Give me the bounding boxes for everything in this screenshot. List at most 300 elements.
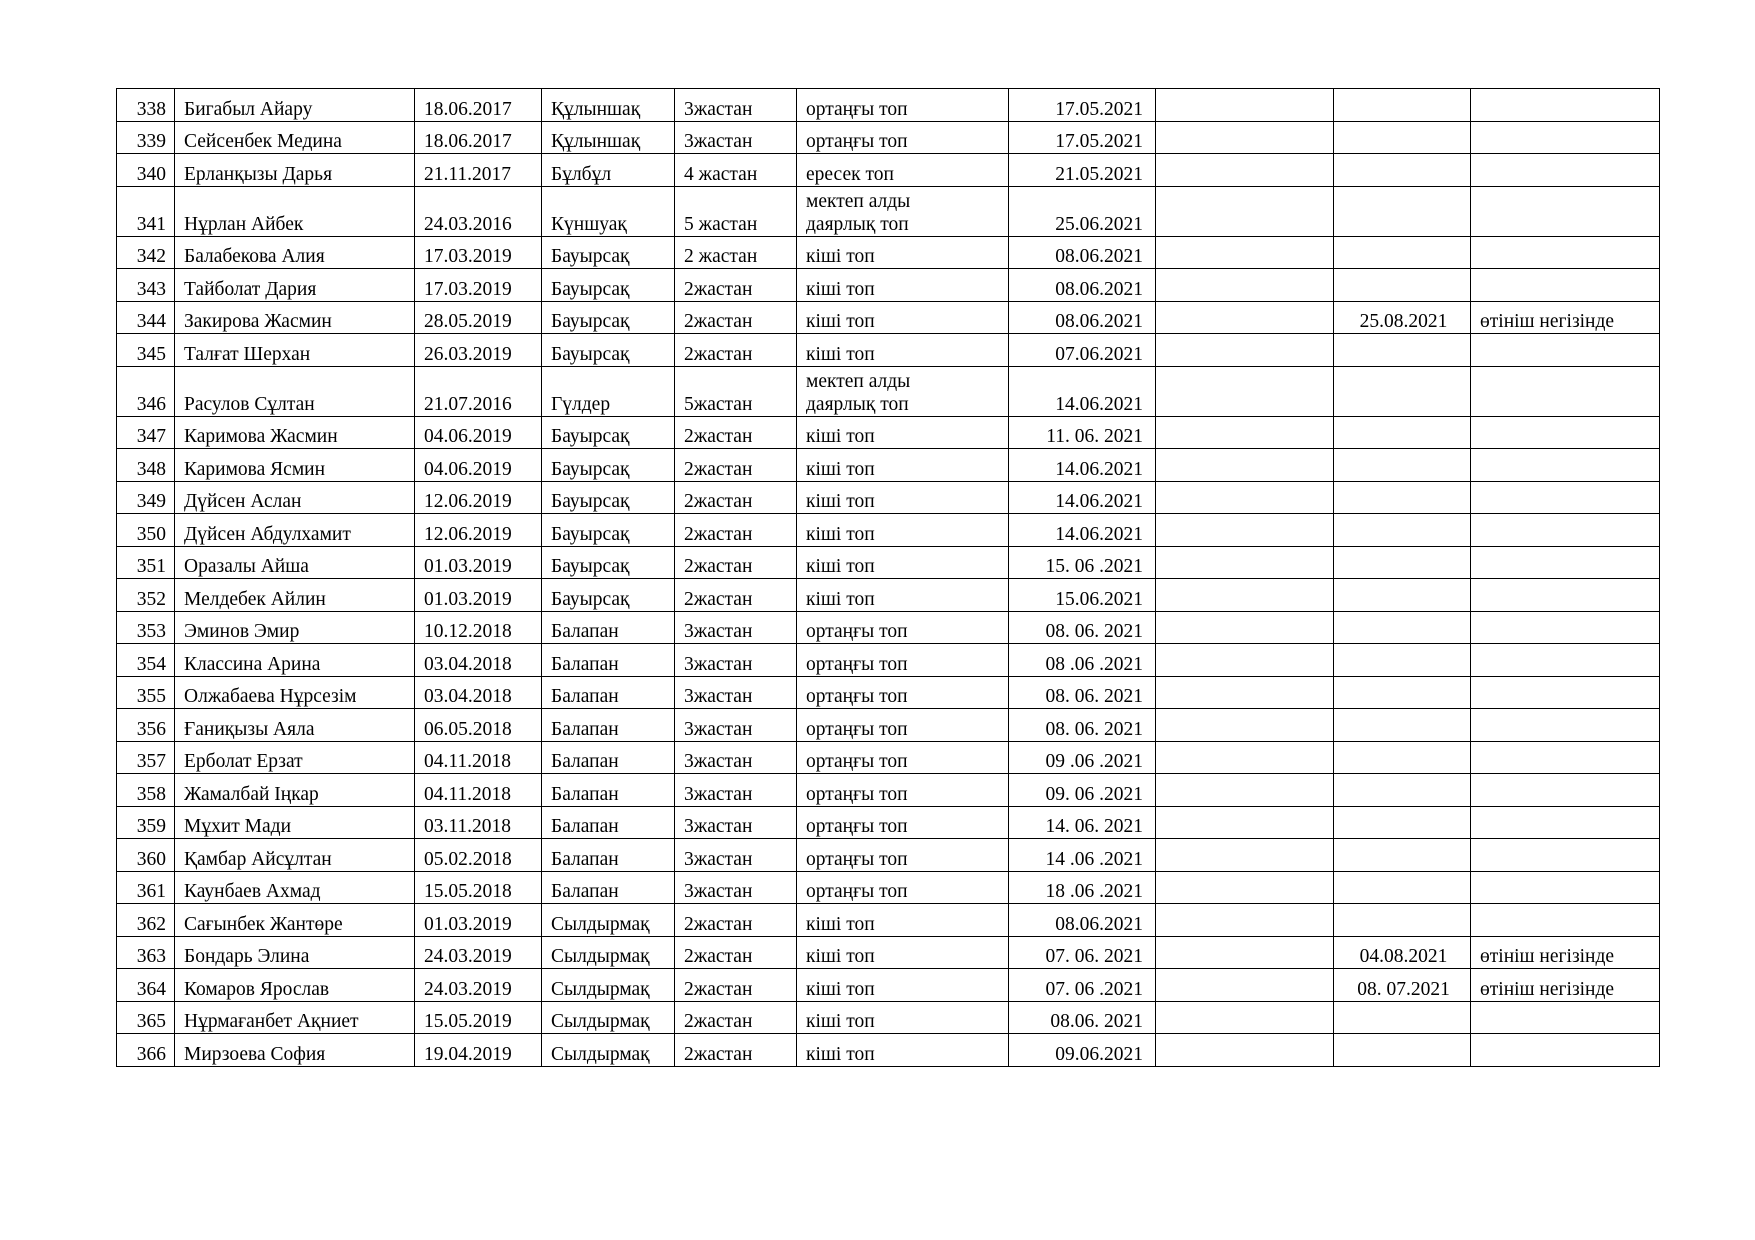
enrollment-date-cell: 25.06.2021 xyxy=(1009,186,1156,236)
leave-reason-cell xyxy=(1471,644,1660,677)
row-number-cell: 348 xyxy=(117,449,175,482)
group-line: кіші топ xyxy=(806,278,875,300)
birth-date-cell: 05.02.2018 xyxy=(415,839,542,872)
leave-date-cell xyxy=(1334,366,1471,416)
birth-date-cell: 26.03.2019 xyxy=(415,334,542,367)
enrollment-date-cell: 14.06.2021 xyxy=(1009,481,1156,514)
child-name-cell: Нұрмағанбет Ақниет xyxy=(175,1001,415,1034)
row-number-cell: 347 xyxy=(117,416,175,449)
child-name-cell: Жамалбай Іңкар xyxy=(175,774,415,807)
row-number-cell: 346 xyxy=(117,366,175,416)
table-row xyxy=(117,579,1660,612)
group-line: даярлық топ xyxy=(806,213,909,235)
leave-reason-cell xyxy=(1471,871,1660,904)
leave-reason-cell xyxy=(1471,121,1660,154)
age-group-cell: 3жастан xyxy=(675,741,797,774)
kindergarten-cell: Бауырсақ xyxy=(542,481,675,514)
empty-cell xyxy=(1156,334,1334,367)
birth-date-cell: 15.05.2018 xyxy=(415,871,542,904)
child-name-cell: Каунбаев Ахмад xyxy=(175,871,415,904)
enrollment-date-cell: 14 .06 .2021 xyxy=(1009,839,1156,872)
age-group-cell: 2 жастан xyxy=(675,236,797,269)
birth-date-cell: 10.12.2018 xyxy=(415,611,542,644)
row-number-cell: 342 xyxy=(117,236,175,269)
empty-cell xyxy=(1156,416,1334,449)
kindergarten-cell: Балапан xyxy=(542,839,675,872)
leave-date-cell xyxy=(1334,871,1471,904)
age-group-cell: 2жастан xyxy=(675,1001,797,1034)
age-group-cell: 2жастан xyxy=(675,334,797,367)
leave-reason-cell xyxy=(1471,366,1660,416)
empty-cell xyxy=(1156,481,1334,514)
group-cell xyxy=(797,644,1009,677)
row-number-cell: 349 xyxy=(117,481,175,514)
group-cell xyxy=(797,969,1009,1002)
table-row xyxy=(117,611,1660,644)
enrollment-date-cell: 09 .06 .2021 xyxy=(1009,741,1156,774)
age-group-cell: 3жастан xyxy=(675,871,797,904)
empty-cell xyxy=(1156,579,1334,612)
enrollment-date-cell: 07.06.2021 xyxy=(1009,334,1156,367)
row-number-cell: 359 xyxy=(117,806,175,839)
group-line: кіші топ xyxy=(806,458,875,480)
empty-cell xyxy=(1156,301,1334,334)
enrollment-date-cell: 07. 06 .2021 xyxy=(1009,969,1156,1002)
age-group-cell: 5 жастан xyxy=(675,186,797,236)
group-cell xyxy=(797,579,1009,612)
age-group-cell: 2жастан xyxy=(675,449,797,482)
table-row xyxy=(117,741,1660,774)
leave-reason-cell xyxy=(1471,904,1660,937)
birth-date-cell: 06.05.2018 xyxy=(415,709,542,742)
leave-date-cell xyxy=(1334,839,1471,872)
group-line: ортаңғы топ xyxy=(806,686,908,707)
table-row xyxy=(117,546,1660,579)
table-row xyxy=(117,154,1660,187)
leave-date-cell xyxy=(1334,154,1471,187)
leave-reason-cell xyxy=(1471,741,1660,774)
child-name-cell: Қамбар Айсұлтан xyxy=(175,839,415,872)
birth-date-cell: 12.06.2019 xyxy=(415,514,542,547)
leave-date-cell: 08. 07.2021 xyxy=(1334,969,1471,1002)
kindergarten-cell: Сылдырмақ xyxy=(542,904,675,937)
leave-reason-cell xyxy=(1471,1034,1660,1067)
group-line: кіші топ xyxy=(806,426,875,447)
group-line: ортаңғы топ xyxy=(806,816,908,837)
enrollment-date-cell: 08.06.2021 xyxy=(1009,236,1156,269)
leave-date-cell xyxy=(1334,579,1471,612)
group-line: ортаңғы топ xyxy=(806,881,908,902)
kindergarten-cell: Бауырсақ xyxy=(542,334,675,367)
empty-cell xyxy=(1156,236,1334,269)
table-row xyxy=(117,269,1660,302)
row-number-cell: 344 xyxy=(117,301,175,334)
group-cell xyxy=(797,416,1009,449)
group-cell xyxy=(797,546,1009,579)
enrollment-date-cell: 17.05.2021 xyxy=(1009,121,1156,154)
table-row xyxy=(117,806,1660,839)
enrollment-date-cell: 15.06.2021 xyxy=(1009,579,1156,612)
child-name-cell: Талғат Шерхан xyxy=(175,334,415,367)
enrollment-date-cell: 09.06.2021 xyxy=(1009,1034,1156,1067)
leave-date-cell xyxy=(1334,644,1471,677)
age-group-cell: 3жастан xyxy=(675,644,797,677)
group-cell xyxy=(797,806,1009,839)
age-group-cell: 2жастан xyxy=(675,969,797,1002)
kindergarten-cell: Бауырсақ xyxy=(542,546,675,579)
kindergarten-cell: Балапан xyxy=(542,741,675,774)
leave-date-cell xyxy=(1334,676,1471,709)
empty-cell xyxy=(1156,936,1334,969)
kindergarten-cell: Сылдырмақ xyxy=(542,936,675,969)
leave-date-cell xyxy=(1334,449,1471,482)
birth-date-cell: 03.04.2018 xyxy=(415,676,542,709)
enrollment-date-cell: 08.06. 2021 xyxy=(1009,1001,1156,1034)
group-line: кіші топ xyxy=(806,523,875,545)
age-group-cell: 2жастан xyxy=(675,301,797,334)
leave-date-cell xyxy=(1334,416,1471,449)
table-row xyxy=(117,514,1660,547)
empty-cell xyxy=(1156,676,1334,709)
birth-date-cell: 21.11.2017 xyxy=(415,154,542,187)
enrollment-date-cell: 08. 06. 2021 xyxy=(1009,676,1156,709)
age-group-cell: 2жастан xyxy=(675,579,797,612)
group-line: кіші топ xyxy=(806,946,875,967)
empty-cell xyxy=(1156,186,1334,236)
kindergarten-cell: Бауырсақ xyxy=(542,449,675,482)
row-number-cell: 345 xyxy=(117,334,175,367)
table-row xyxy=(117,366,1660,416)
group-line: мектеп алды xyxy=(806,190,911,212)
birth-date-cell: 24.03.2019 xyxy=(415,936,542,969)
age-group-cell: 2жастан xyxy=(675,481,797,514)
empty-cell xyxy=(1156,806,1334,839)
group-line: ортаңғы топ xyxy=(806,751,908,772)
table-row xyxy=(117,121,1660,154)
group-cell xyxy=(797,741,1009,774)
row-number-cell: 362 xyxy=(117,904,175,937)
group-cell xyxy=(797,481,1009,514)
empty-cell xyxy=(1156,269,1334,302)
group-line: ортаңғы топ xyxy=(806,621,908,642)
leave-reason-cell xyxy=(1471,334,1660,367)
leave-date-cell xyxy=(1334,774,1471,807)
child-name-cell: Оразалы Айша xyxy=(175,546,415,579)
row-number-cell: 355 xyxy=(117,676,175,709)
group-cell xyxy=(797,774,1009,807)
empty-cell xyxy=(1156,709,1334,742)
leave-reason-cell xyxy=(1471,514,1660,547)
leave-date-cell xyxy=(1334,481,1471,514)
leave-date-cell: 25.08.2021 xyxy=(1334,301,1471,334)
child-name-cell: Балабекова Алия xyxy=(175,236,415,269)
group-cell xyxy=(797,904,1009,937)
row-number-cell: 358 xyxy=(117,774,175,807)
kindergarten-cell: Құлыншақ xyxy=(542,89,675,122)
age-group-cell: 3жастан xyxy=(675,611,797,644)
child-name-cell: Эминов Эмир xyxy=(175,611,415,644)
table-row xyxy=(117,969,1660,1002)
enrollment-date-cell: 17.05.2021 xyxy=(1009,89,1156,122)
empty-cell xyxy=(1156,839,1334,872)
leave-reason-cell xyxy=(1471,89,1660,122)
group-cell xyxy=(797,514,1009,547)
empty-cell xyxy=(1156,774,1334,807)
group-cell xyxy=(797,366,1009,416)
row-number-cell: 340 xyxy=(117,154,175,187)
kindergarten-cell: Гүлдер xyxy=(542,366,675,416)
age-group-cell: 3жастан xyxy=(675,774,797,807)
enrollment-date-cell: 08.06.2021 xyxy=(1009,904,1156,937)
leave-reason-cell xyxy=(1471,709,1660,742)
empty-cell xyxy=(1156,1034,1334,1067)
empty-cell xyxy=(1156,611,1334,644)
table-row xyxy=(117,1034,1660,1067)
children-registry-table xyxy=(116,88,1660,1067)
enrollment-date-cell: 07. 06. 2021 xyxy=(1009,936,1156,969)
child-name-cell: Нұрлан Айбек xyxy=(175,186,415,236)
age-group-cell: 2жастан xyxy=(675,514,797,547)
row-number-cell: 354 xyxy=(117,644,175,677)
group-line: кіші топ xyxy=(806,588,875,610)
leave-reason-cell xyxy=(1471,236,1660,269)
group-line: ортаңғы топ xyxy=(806,653,908,675)
leave-date-cell xyxy=(1334,1034,1471,1067)
enrollment-date-cell: 18 .06 .2021 xyxy=(1009,871,1156,904)
row-number-cell: 363 xyxy=(117,936,175,969)
kindergarten-cell: Сылдырмақ xyxy=(542,1001,675,1034)
child-name-cell: Мирзоева София xyxy=(175,1034,415,1067)
enrollment-date-cell: 14.06.2021 xyxy=(1009,514,1156,547)
enrollment-date-cell: 14. 06. 2021 xyxy=(1009,806,1156,839)
group-line: кіші топ xyxy=(806,1043,875,1065)
group-cell xyxy=(797,676,1009,709)
row-number-cell: 339 xyxy=(117,121,175,154)
row-number-cell: 352 xyxy=(117,579,175,612)
kindergarten-cell: Бауырсақ xyxy=(542,236,675,269)
empty-cell xyxy=(1156,366,1334,416)
enrollment-date-cell: 08.06.2021 xyxy=(1009,269,1156,302)
table-row xyxy=(117,839,1660,872)
birth-date-cell: 03.04.2018 xyxy=(415,644,542,677)
child-name-cell: Комаров Ярослав xyxy=(175,969,415,1002)
leave-date-cell xyxy=(1334,121,1471,154)
birth-date-cell: 01.03.2019 xyxy=(415,546,542,579)
row-number-cell: 343 xyxy=(117,269,175,302)
birth-date-cell: 01.03.2019 xyxy=(415,579,542,612)
birth-date-cell: 04.11.2018 xyxy=(415,741,542,774)
birth-date-cell: 24.03.2016 xyxy=(415,186,542,236)
child-name-cell: Мелдебек Айлин xyxy=(175,579,415,612)
leave-reason-cell xyxy=(1471,676,1660,709)
table-row xyxy=(117,334,1660,367)
empty-cell xyxy=(1156,154,1334,187)
leave-date-cell xyxy=(1334,269,1471,302)
child-name-cell: Каримова Ясмин xyxy=(175,449,415,482)
child-name-cell: Бондарь Элина xyxy=(175,936,415,969)
kindergarten-cell: Бауырсақ xyxy=(542,301,675,334)
row-number-cell: 338 xyxy=(117,89,175,122)
table-body xyxy=(117,89,1660,1067)
empty-cell xyxy=(1156,871,1334,904)
kindergarten-cell: Балапан xyxy=(542,676,675,709)
empty-cell xyxy=(1156,741,1334,774)
birth-date-cell: 21.07.2016 xyxy=(415,366,542,416)
kindergarten-cell: Балапан xyxy=(542,644,675,677)
enrollment-date-cell: 14.06.2021 xyxy=(1009,366,1156,416)
row-number-cell: 366 xyxy=(117,1034,175,1067)
age-group-cell: 3жастан xyxy=(675,839,797,872)
age-group-cell: 3жастан xyxy=(675,676,797,709)
leave-reason-cell xyxy=(1471,186,1660,236)
table-row xyxy=(117,481,1660,514)
child-name-cell: Олжабаева Нұрсезім xyxy=(175,676,415,709)
enrollment-date-cell: 21.05.2021 xyxy=(1009,154,1156,187)
leave-reason-cell: өтініш негізінде xyxy=(1471,301,1660,334)
group-line: кіші топ xyxy=(806,491,875,512)
table-row xyxy=(117,186,1660,236)
child-name-cell: Ерболат Ерзат xyxy=(175,741,415,774)
group-line: мектеп алды xyxy=(806,370,911,392)
leave-reason-cell: өтініш негізінде xyxy=(1471,936,1660,969)
group-cell xyxy=(797,301,1009,334)
age-group-cell: 2жастан xyxy=(675,904,797,937)
group-line: кіші топ xyxy=(806,343,875,365)
age-group-cell: 3жастан xyxy=(675,89,797,122)
birth-date-cell: 12.06.2019 xyxy=(415,481,542,514)
group-line: кіші топ xyxy=(806,1011,875,1032)
enrollment-date-cell: 11. 06. 2021 xyxy=(1009,416,1156,449)
birth-date-cell: 04.11.2018 xyxy=(415,774,542,807)
child-name-cell: Тайболат Дария xyxy=(175,269,415,302)
leave-reason-cell xyxy=(1471,481,1660,514)
child-name-cell: Сейсенбек Медина xyxy=(175,121,415,154)
group-cell xyxy=(797,154,1009,187)
age-group-cell: 3жастан xyxy=(675,121,797,154)
group-cell xyxy=(797,1001,1009,1034)
kindergarten-cell: Балапан xyxy=(542,774,675,807)
kindergarten-cell: Бауырсақ xyxy=(542,269,675,302)
child-name-cell: Каримова Жасмин xyxy=(175,416,415,449)
birth-date-cell: 17.03.2019 xyxy=(415,269,542,302)
birth-date-cell: 28.05.2019 xyxy=(415,301,542,334)
birth-date-cell: 15.05.2019 xyxy=(415,1001,542,1034)
table-row xyxy=(117,676,1660,709)
kindergarten-cell: Бауырсақ xyxy=(542,579,675,612)
row-number-cell: 364 xyxy=(117,969,175,1002)
row-number-cell: 356 xyxy=(117,709,175,742)
leave-date-cell xyxy=(1334,611,1471,644)
enrollment-date-cell: 09. 06 .2021 xyxy=(1009,774,1156,807)
table-row xyxy=(117,416,1660,449)
kindergarten-cell: Бұлбұл xyxy=(542,154,675,187)
table-row xyxy=(117,644,1660,677)
kindergarten-cell: Балапан xyxy=(542,611,675,644)
table-row xyxy=(117,89,1660,122)
table-row xyxy=(117,301,1660,334)
leave-date-cell xyxy=(1334,89,1471,122)
age-group-cell: 3жастан xyxy=(675,709,797,742)
empty-cell xyxy=(1156,514,1334,547)
row-number-cell: 360 xyxy=(117,839,175,872)
leave-date-cell xyxy=(1334,709,1471,742)
leave-date-cell xyxy=(1334,186,1471,236)
table-row xyxy=(117,871,1660,904)
group-cell xyxy=(797,89,1009,122)
kindergarten-cell: Күншуақ xyxy=(542,186,675,236)
leave-date-cell xyxy=(1334,334,1471,367)
child-name-cell: Бигабыл Айару xyxy=(175,89,415,122)
table-row xyxy=(117,449,1660,482)
table-row xyxy=(117,709,1660,742)
group-cell xyxy=(797,186,1009,236)
age-group-cell: 4 жастан xyxy=(675,154,797,187)
group-cell xyxy=(797,334,1009,367)
leave-reason-cell xyxy=(1471,579,1660,612)
enrollment-date-cell: 08.06.2021 xyxy=(1009,301,1156,334)
kindergarten-cell: Бауырсақ xyxy=(542,514,675,547)
child-name-cell: Ерланқызы Дарья xyxy=(175,154,415,187)
enrollment-date-cell: 08. 06. 2021 xyxy=(1009,709,1156,742)
empty-cell xyxy=(1156,449,1334,482)
group-cell xyxy=(797,236,1009,269)
group-line: кіші топ xyxy=(806,978,875,1000)
leave-date-cell xyxy=(1334,514,1471,547)
group-line: ортаңғы топ xyxy=(806,783,908,805)
table-row xyxy=(117,236,1660,269)
leave-reason-cell xyxy=(1471,154,1660,187)
age-group-cell: 5жастан xyxy=(675,366,797,416)
group-cell xyxy=(797,709,1009,742)
kindergarten-cell: Балапан xyxy=(542,806,675,839)
group-line: кіші топ xyxy=(806,311,875,332)
enrollment-date-cell: 08 .06 .2021 xyxy=(1009,644,1156,677)
empty-cell xyxy=(1156,1001,1334,1034)
kindergarten-cell: Сылдырмақ xyxy=(542,1034,675,1067)
child-name-cell: Дүйсен Аслан xyxy=(175,481,415,514)
age-group-cell: 2жастан xyxy=(675,416,797,449)
row-number-cell: 351 xyxy=(117,546,175,579)
group-line: ортаңғы топ xyxy=(806,718,908,740)
empty-cell xyxy=(1156,121,1334,154)
empty-cell xyxy=(1156,89,1334,122)
empty-cell xyxy=(1156,546,1334,579)
birth-date-cell: 19.04.2019 xyxy=(415,1034,542,1067)
row-number-cell: 365 xyxy=(117,1001,175,1034)
leave-date-cell xyxy=(1334,236,1471,269)
leave-reason-cell xyxy=(1471,806,1660,839)
child-name-cell: Ғаниқызы Аяла xyxy=(175,709,415,742)
leave-date-cell xyxy=(1334,1001,1471,1034)
leave-reason-cell xyxy=(1471,269,1660,302)
leave-reason-cell xyxy=(1471,611,1660,644)
leave-reason-cell xyxy=(1471,416,1660,449)
child-name-cell: Закирова Жасмин xyxy=(175,301,415,334)
group-cell xyxy=(797,839,1009,872)
leave-reason-cell xyxy=(1471,1001,1660,1034)
child-name-cell: Классина Арина xyxy=(175,644,415,677)
birth-date-cell: 18.06.2017 xyxy=(415,89,542,122)
table-row xyxy=(117,936,1660,969)
table-row xyxy=(117,774,1660,807)
empty-cell xyxy=(1156,904,1334,937)
group-line: ересек топ xyxy=(806,163,894,185)
group-cell xyxy=(797,1034,1009,1067)
age-group-cell: 2жастан xyxy=(675,1034,797,1067)
child-name-cell: Мұхит Мади xyxy=(175,806,415,839)
group-line: даярлық топ xyxy=(806,393,909,415)
child-name-cell: Сағынбек Жантөре xyxy=(175,904,415,937)
